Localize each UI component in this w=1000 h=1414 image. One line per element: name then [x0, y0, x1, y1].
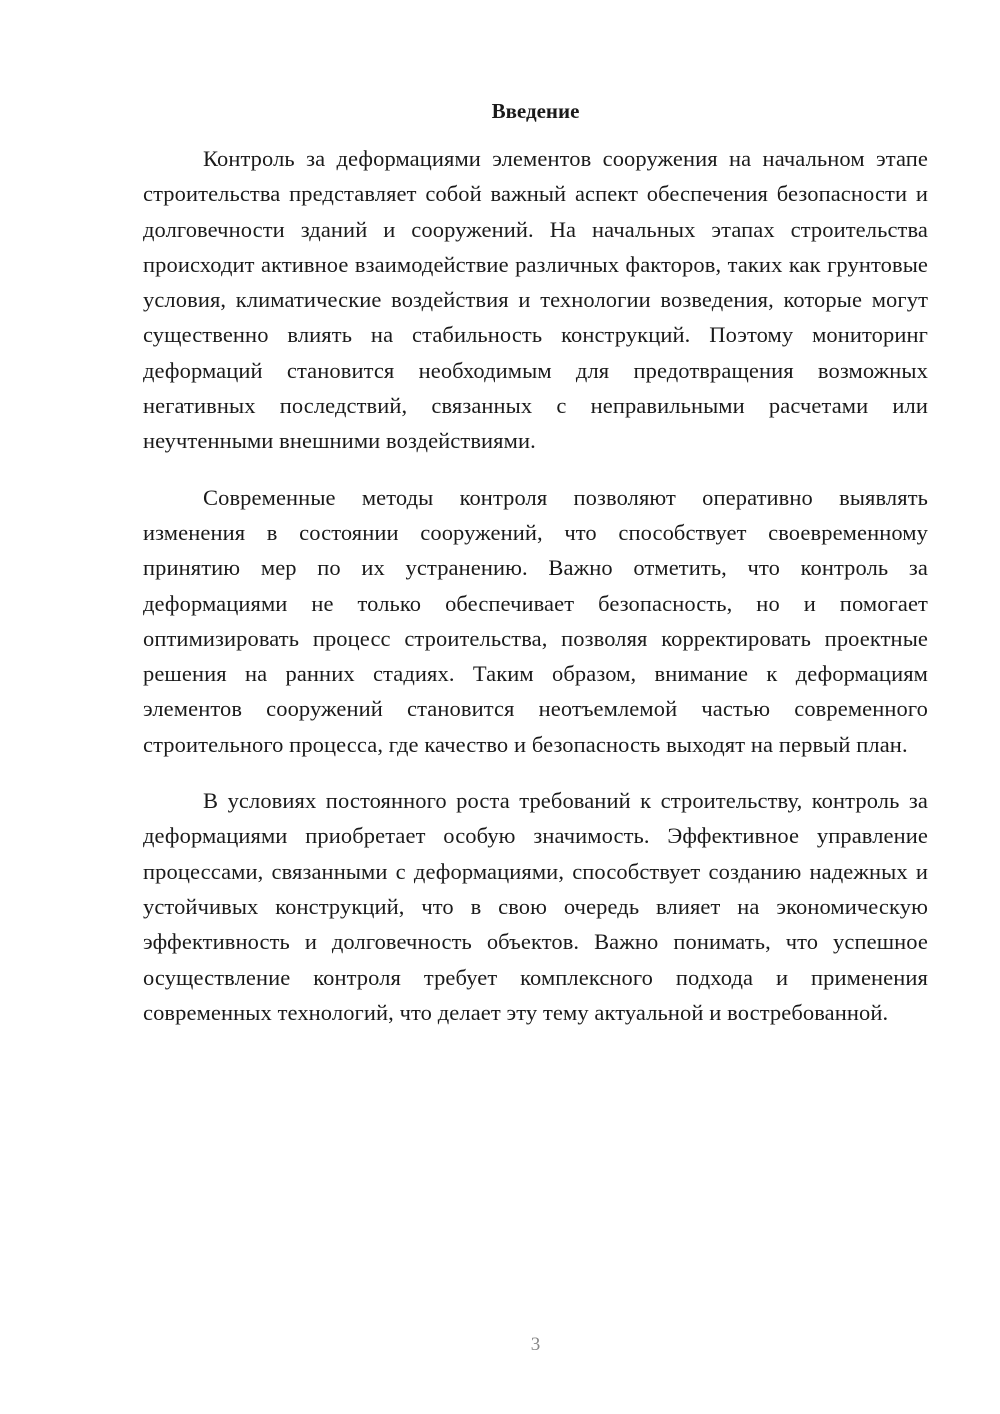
section-heading: Введение [491, 99, 580, 123]
page-number: 3 [530, 1334, 541, 1355]
paragraph-2: Современные методы контроля позволяют оперативно выявлять изменения в состоянии сооружений, что способствует своевременному принятию мер по их устранению. Важно отметить, что контроль за деформациями не только обеспечивает безопасность, но и помогает оптимизировать процесс строительства, позволяя корректировать проектные решения на ранних стадиях. Таким образом, внимание к деформациям элементов сооружений становится неотъемлемой частью современного строительного процесса, где качество и безопасность выходят на первый план. [143, 484, 928, 757]
paragraph-1: Контроль за деформациями элементов сооружения на начальном этапе строительства представляет собой важный аспект обеспечения безопасности и долговечности зданий и сооружений. На начальных этапах строительства происходит активное взаимодействие различных факторов, таких как грунтовые условия, климатические воздействия и технологии возведения, которые могут существенно влиять на стабильность конструкций. Поэтому мониторинг деформаций становится необходимым для предотвращения возможных негативных последствий, связанных с неправильными расчетами или неучтенными внешними воздействиями. [143, 146, 928, 454]
body-text [143, 141, 928, 1051]
paragraph-3: В условиях постоянного роста требований к строительству, контроль за деформациями приобретает особую значимость. Эффективное управление процессами, связанными с деформациями, способствует созданию надежных и устойчивых конструкций, что в свою очередь влияет на экономическую эффективность и долговечность объектов. Важно понимать, что успешное осуществление контроля требует комплексного подхода и применения современных технологий, что делает эту тему актуальной и востребованной. [143, 788, 928, 1025]
